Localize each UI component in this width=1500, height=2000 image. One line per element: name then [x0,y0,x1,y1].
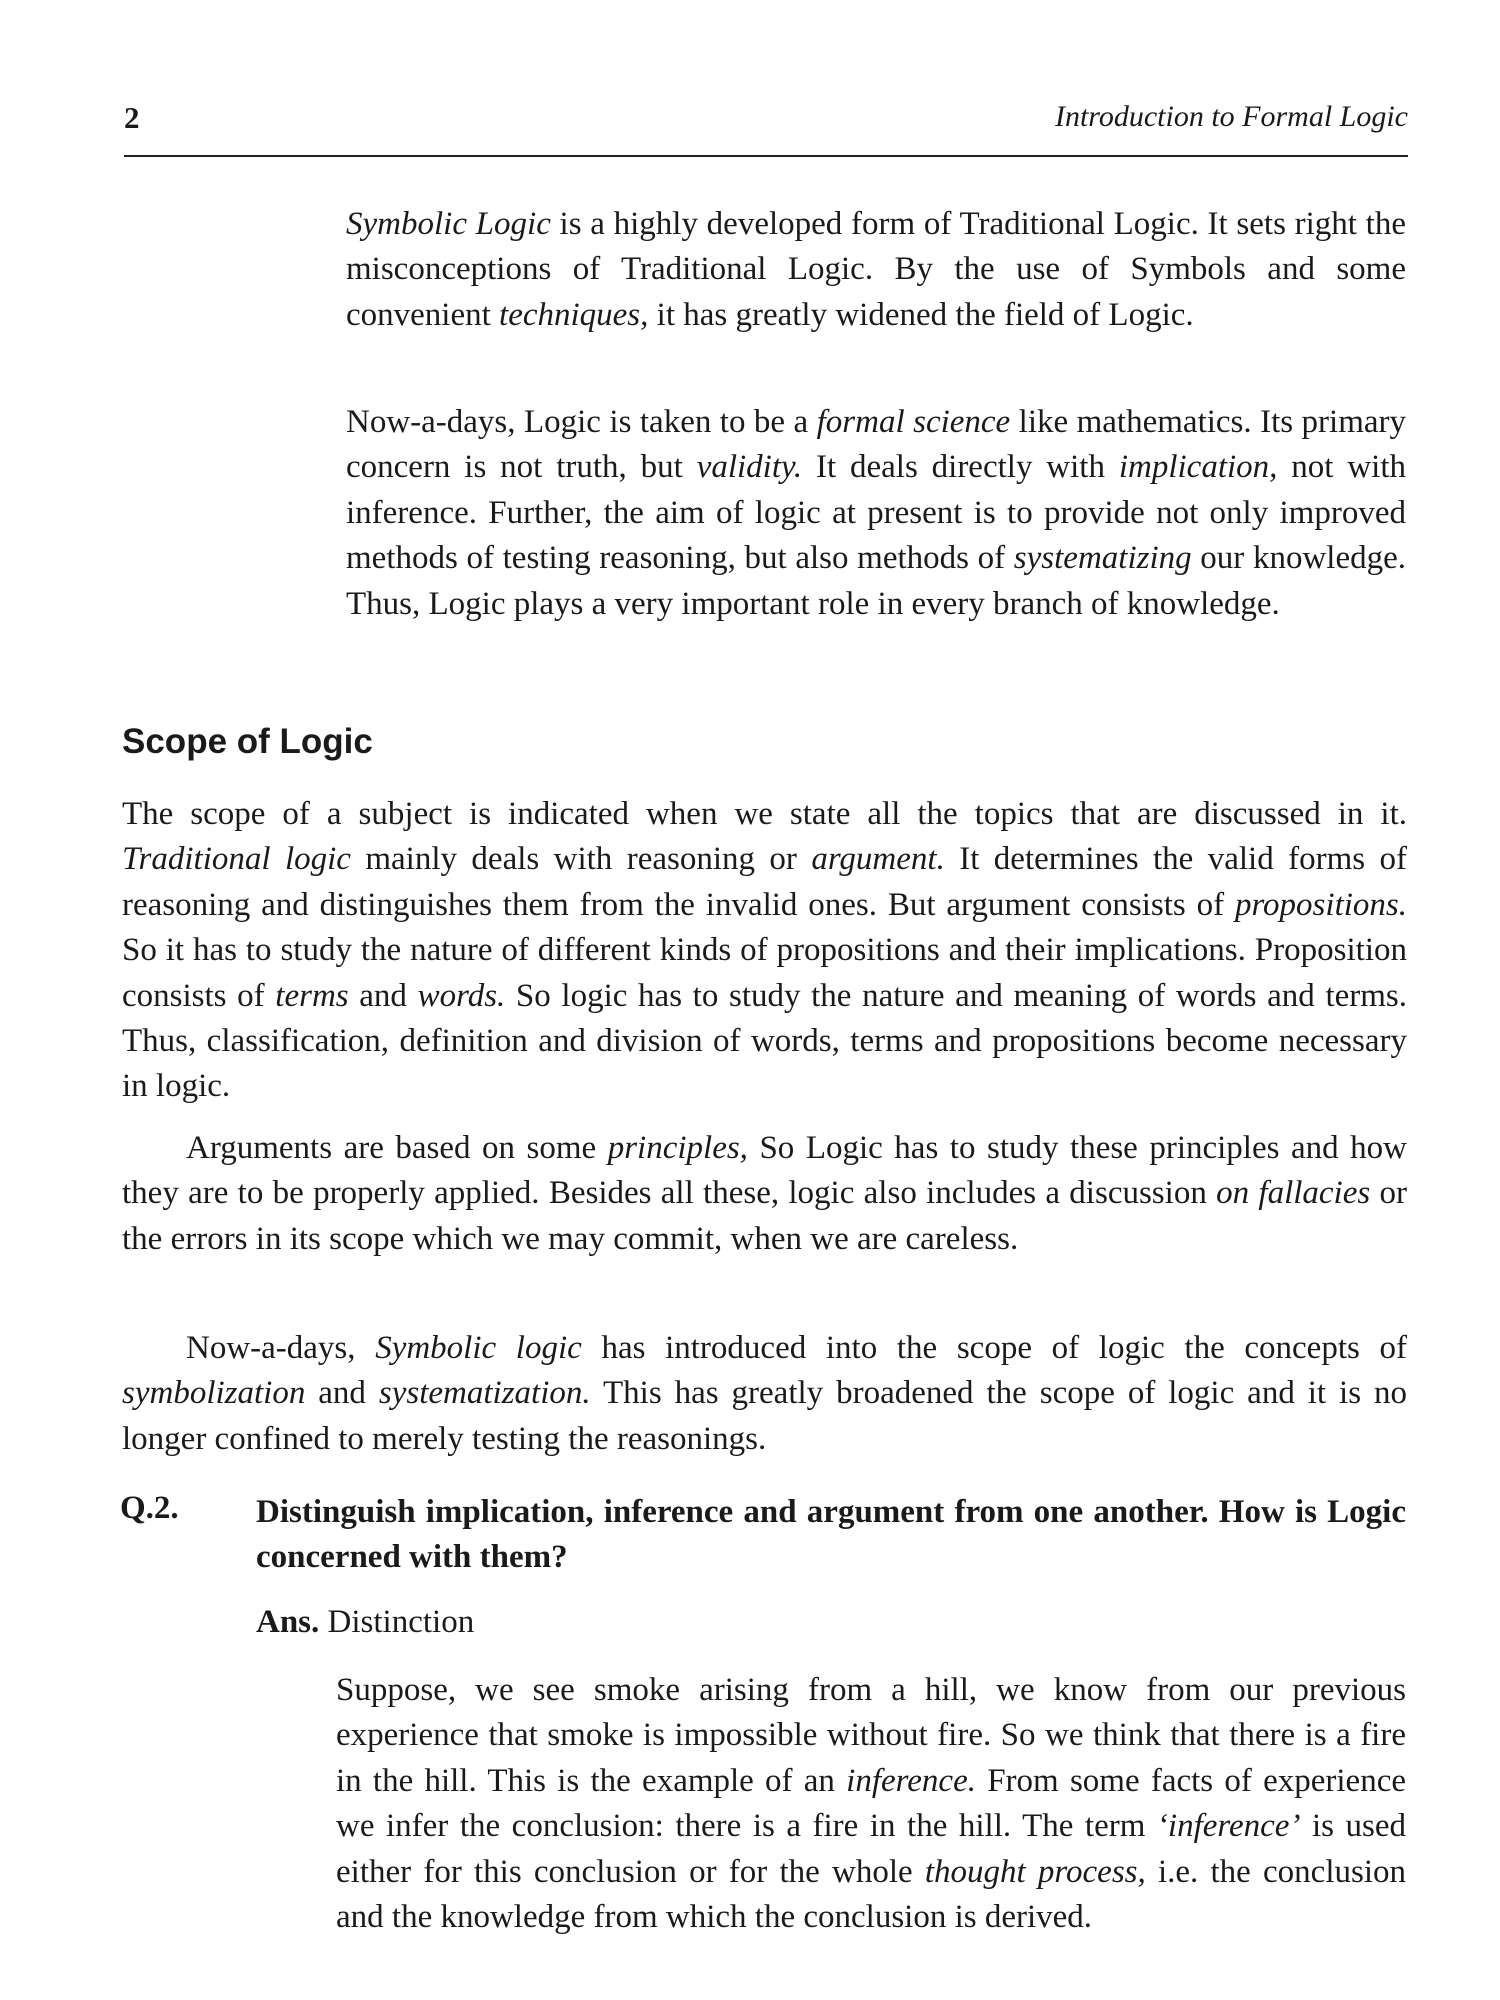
scope-paragraph-1: The scope of a subject is indicated when we state all the topics that are discussed in it. Traditional logic mainly deals with reasoning or argument. It determines the valid forms of reasoning and distinguishes them from the invalid ones. But argument consists of propositions. So it has to study the nature of different kinds of propositions and their implications. Proposition consists of terms and words. So logic has to study the nature and meaning of words and terms. Thus, classification, definition and division of words, terms and propositions become necessary in logic. [122,796,1408,1105]
running-title: Introduction to Formal Logic [1054,100,1408,133]
question-number: Q.2. [120,1490,179,1526]
header-divider [124,155,1408,157]
scope-paragraph-3: Now-a-days, Symbolic logic has introduced into the scope of logic the concepts of symbolization and systematization. This has greatly broadened the scope of logic and it is no longer confined to merely testing the reasonings. [122,1330,1408,1457]
question-text: Distinguish implication, inference and argument from one another. How is Logic concerned with them? [256,1494,1406,1575]
scope-paragraph-2: Arguments are based on some principles, So Logic has to study these principles and how they are to be properly applied. Besides all these, logic also includes a discussion on fallacies or the errors in its scope which we may commit, when we are careless. [122,1130,1407,1257]
section-heading-scope: Scope of Logic [122,722,373,761]
answer-subheading: Distinction [327,1604,475,1640]
page-number: 2 [124,100,140,135]
intro-paragraph-2: Now-a-days, Logic is taken to be a formal science like mathematics. Its primary concern is not truth, but validity. It deals directly with implication, not with inference. Further, the aim of logic at present is to provide not only improved methods of testing reasoning, but also methods of systematizing our knowledge. Thus, Logic plays a very important role in every branch of knowledge. [346,404,1407,622]
answer-label: Ans. [256,1604,320,1640]
answer-paragraph-1: Suppose, we see smoke arising from a hill, we know from our previous experience that smoke is impossible without fire. So we think that there is a fire in the hill. This is the example of an inference. From some facts of experience we infer the conclusion: there is a fire in the hill. The term ‘inference’ is used either for this conclusion or for the whole thought process, i.e. the conclusion and the knowledge from which the conclusion is derived. [336,1672,1406,1936]
intro-paragraph-1: Symbolic Logic is a highly developed form of Traditional Logic. It sets right the misconceptions of Traditional Logic. By the use of Symbols and some convenient techniques, it has greatly widened the field of Logic. [346,206,1406,333]
answer-line [256,1604,474,1641]
